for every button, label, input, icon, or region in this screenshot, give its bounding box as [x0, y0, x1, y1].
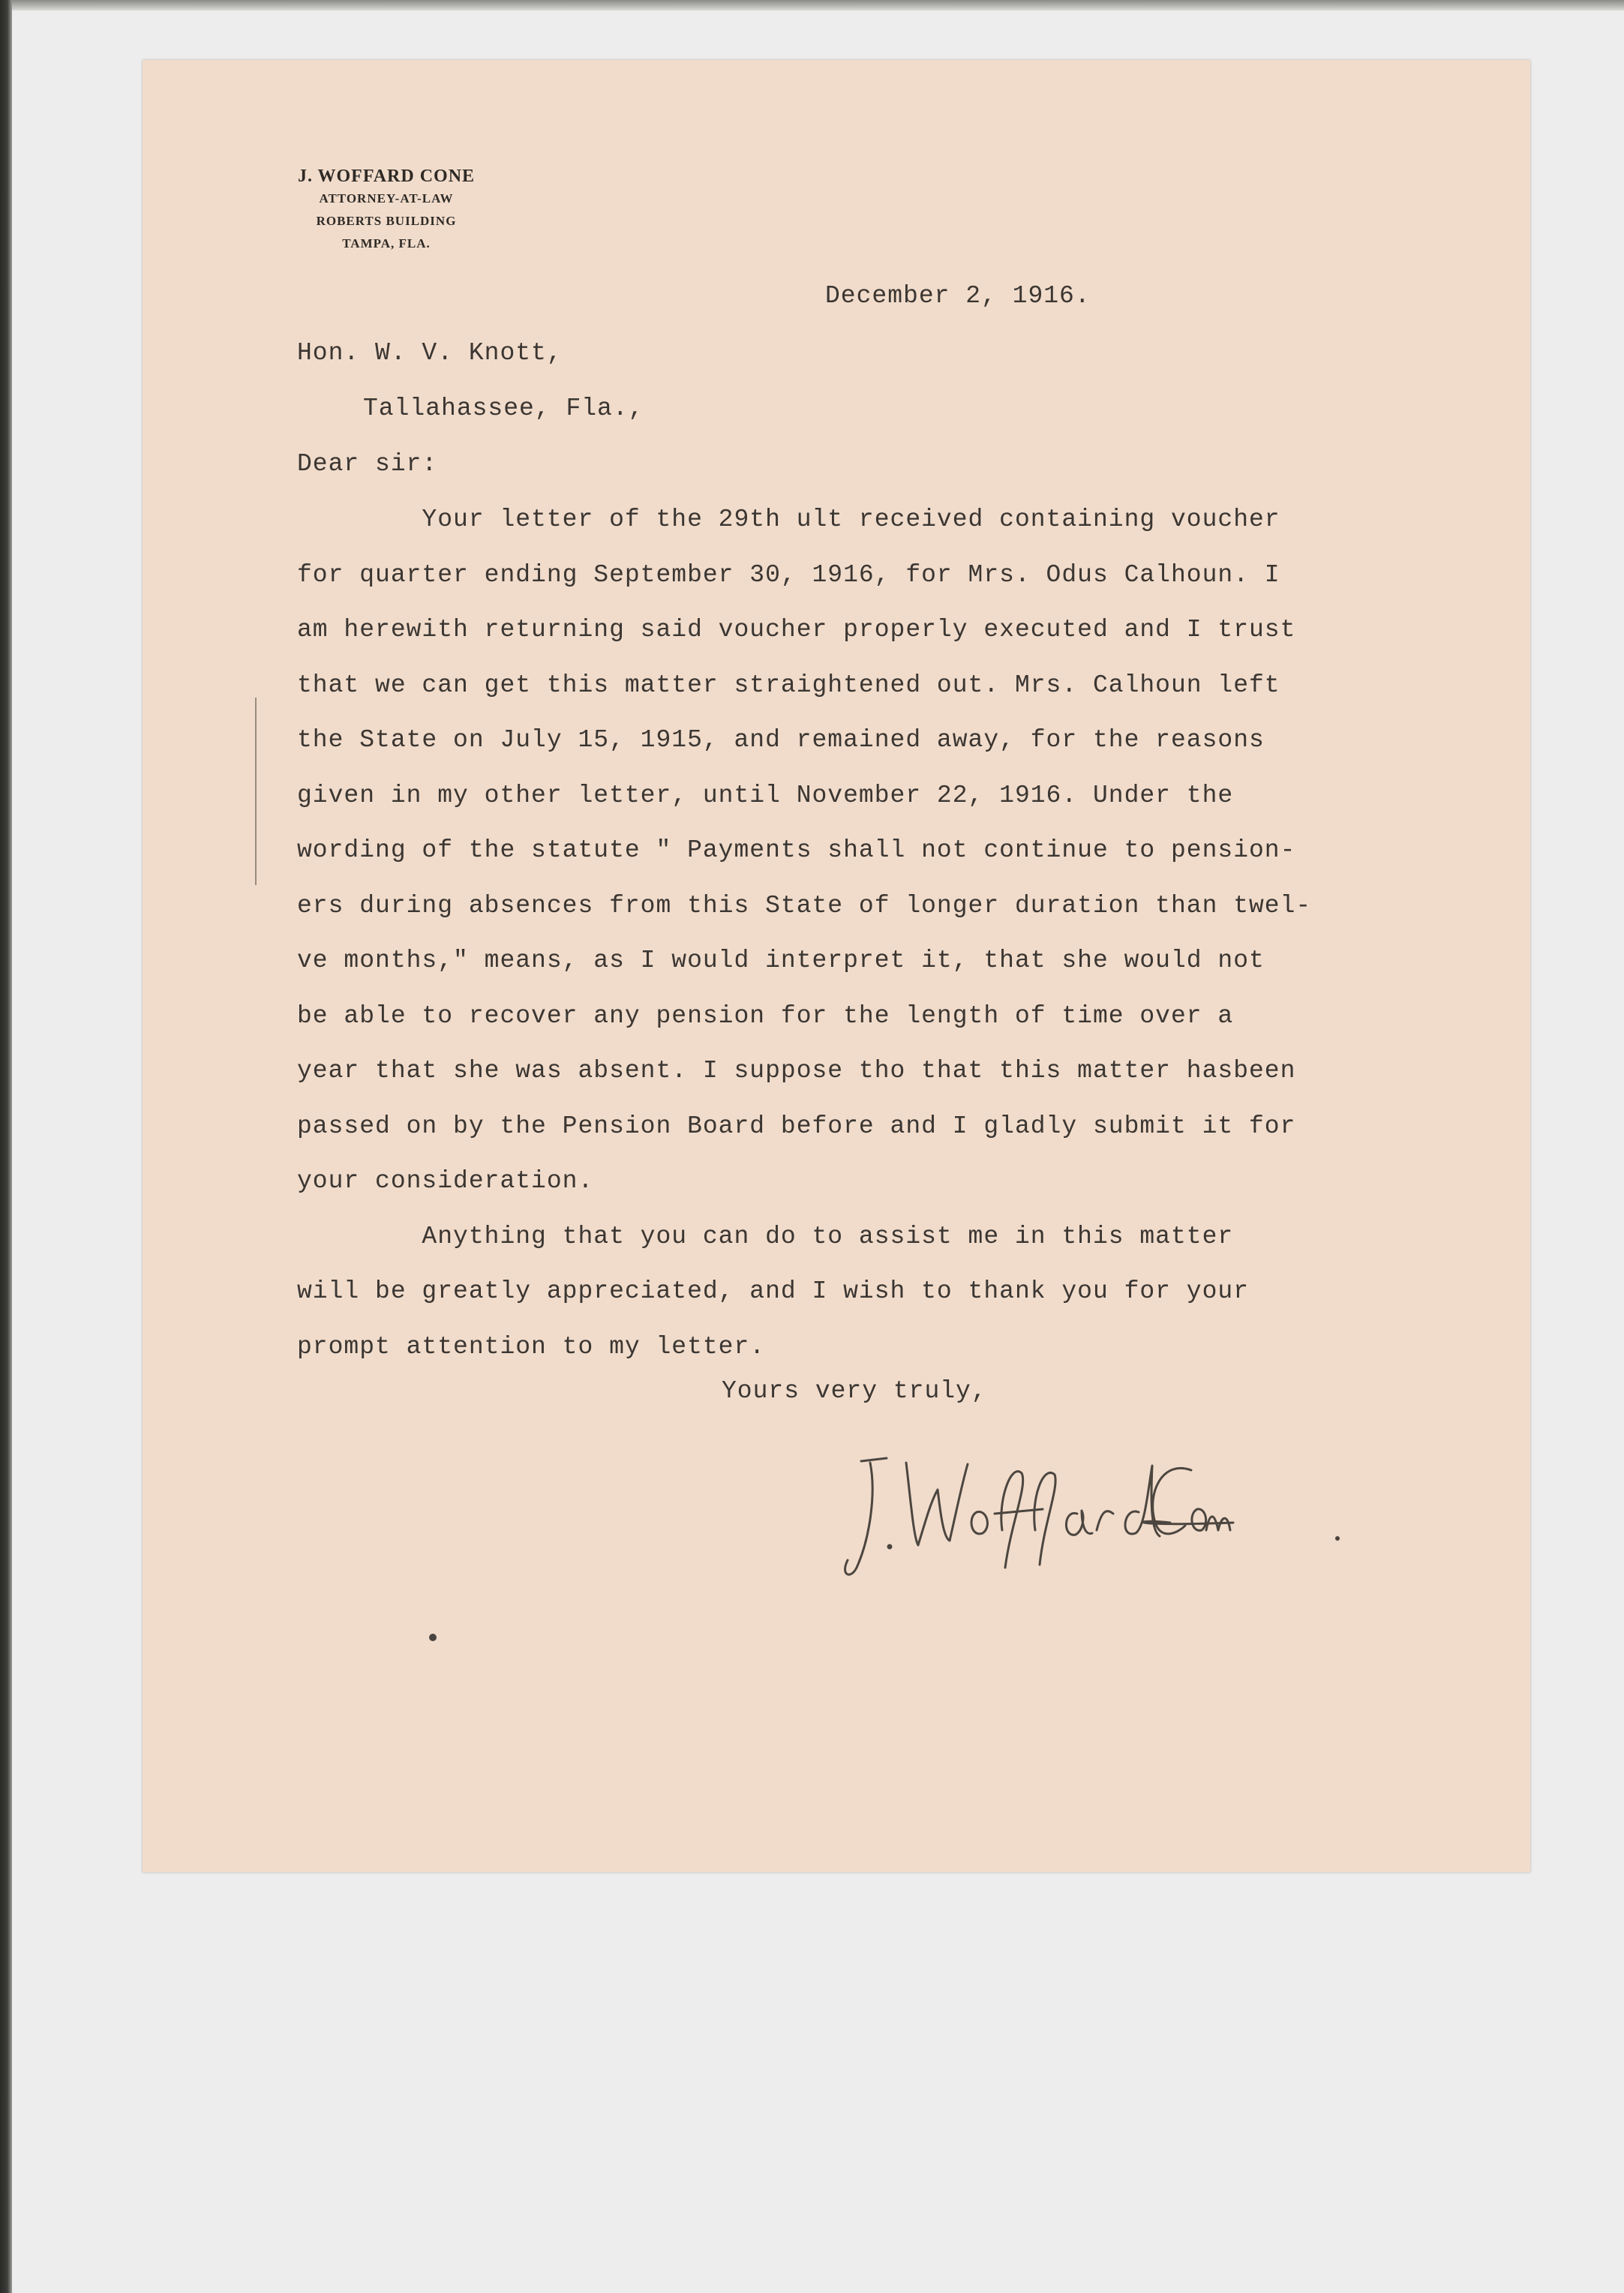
- body-line: given in my other letter, until November 22, 1916. Under the: [297, 781, 1234, 809]
- letterhead-name: J. WOFFARD CONE: [297, 167, 476, 186]
- letterhead: [263, 165, 510, 255]
- body-line: year that she was absent. I suppose tho that this matter hasbeen: [297, 1057, 1296, 1085]
- body-line: Your letter of the 29th ult received containing voucher: [297, 506, 1280, 533]
- body-line: the State on July 15, 1915, and remained away, for the reasons: [297, 726, 1265, 754]
- recipient-name: Hon. W. V. Knott,: [297, 339, 563, 367]
- ink-dot: [429, 1634, 437, 1641]
- letter-paper: [143, 60, 1530, 1872]
- body-line: wording of the statute " Payments shall not continue to pension-: [297, 836, 1296, 864]
- scan-edge-top: [0, 0, 1624, 11]
- letterhead-building: ROBERTS BUILDING: [316, 214, 457, 228]
- body-line: prompt attention to my letter.: [297, 1332, 766, 1361]
- body-line: ers during absences from this State of longer duration than twel-: [297, 891, 1312, 920]
- recipient-city: Tallahassee, Fla.,: [363, 395, 644, 422]
- body-line: am herewith returning said voucher properly executed and I trust: [297, 616, 1296, 644]
- body-line: be able to recover any pension for the length of time over a: [297, 1001, 1234, 1030]
- ink-dot: [1335, 1536, 1340, 1541]
- body-line: Anything that you can do to assist me in this matter: [297, 1222, 1234, 1250]
- body-line: will be greatly appreciated, and I wish to thank you for your: [297, 1277, 1249, 1305]
- body-line: your consideration.: [297, 1167, 594, 1195]
- scan-edge-left: [0, 0, 12, 2293]
- letterhead-city: TAMPA, FLA.: [342, 236, 431, 251]
- handwritten-signature: [818, 1418, 1238, 1598]
- body-line: for quarter ending September 30, 1916, for Mrs. Odus Calhoun. I: [297, 560, 1280, 589]
- letterhead-title: ATTORNEY-AT-LAW: [319, 191, 454, 206]
- salutation: Dear sir:: [297, 450, 438, 478]
- body-line: ve months," means, as I would interpret it, that she would not: [297, 947, 1265, 974]
- body-line: that we can get this matter straightened out. Mrs. Calhoun left: [297, 671, 1280, 699]
- letter-date: December 2, 1916.: [825, 282, 1091, 310]
- body-line: passed on by the Pension Board before and I gladly submit it for: [297, 1112, 1296, 1140]
- closing: Yours very truly,: [722, 1377, 987, 1405]
- margin-mark: [255, 698, 264, 885]
